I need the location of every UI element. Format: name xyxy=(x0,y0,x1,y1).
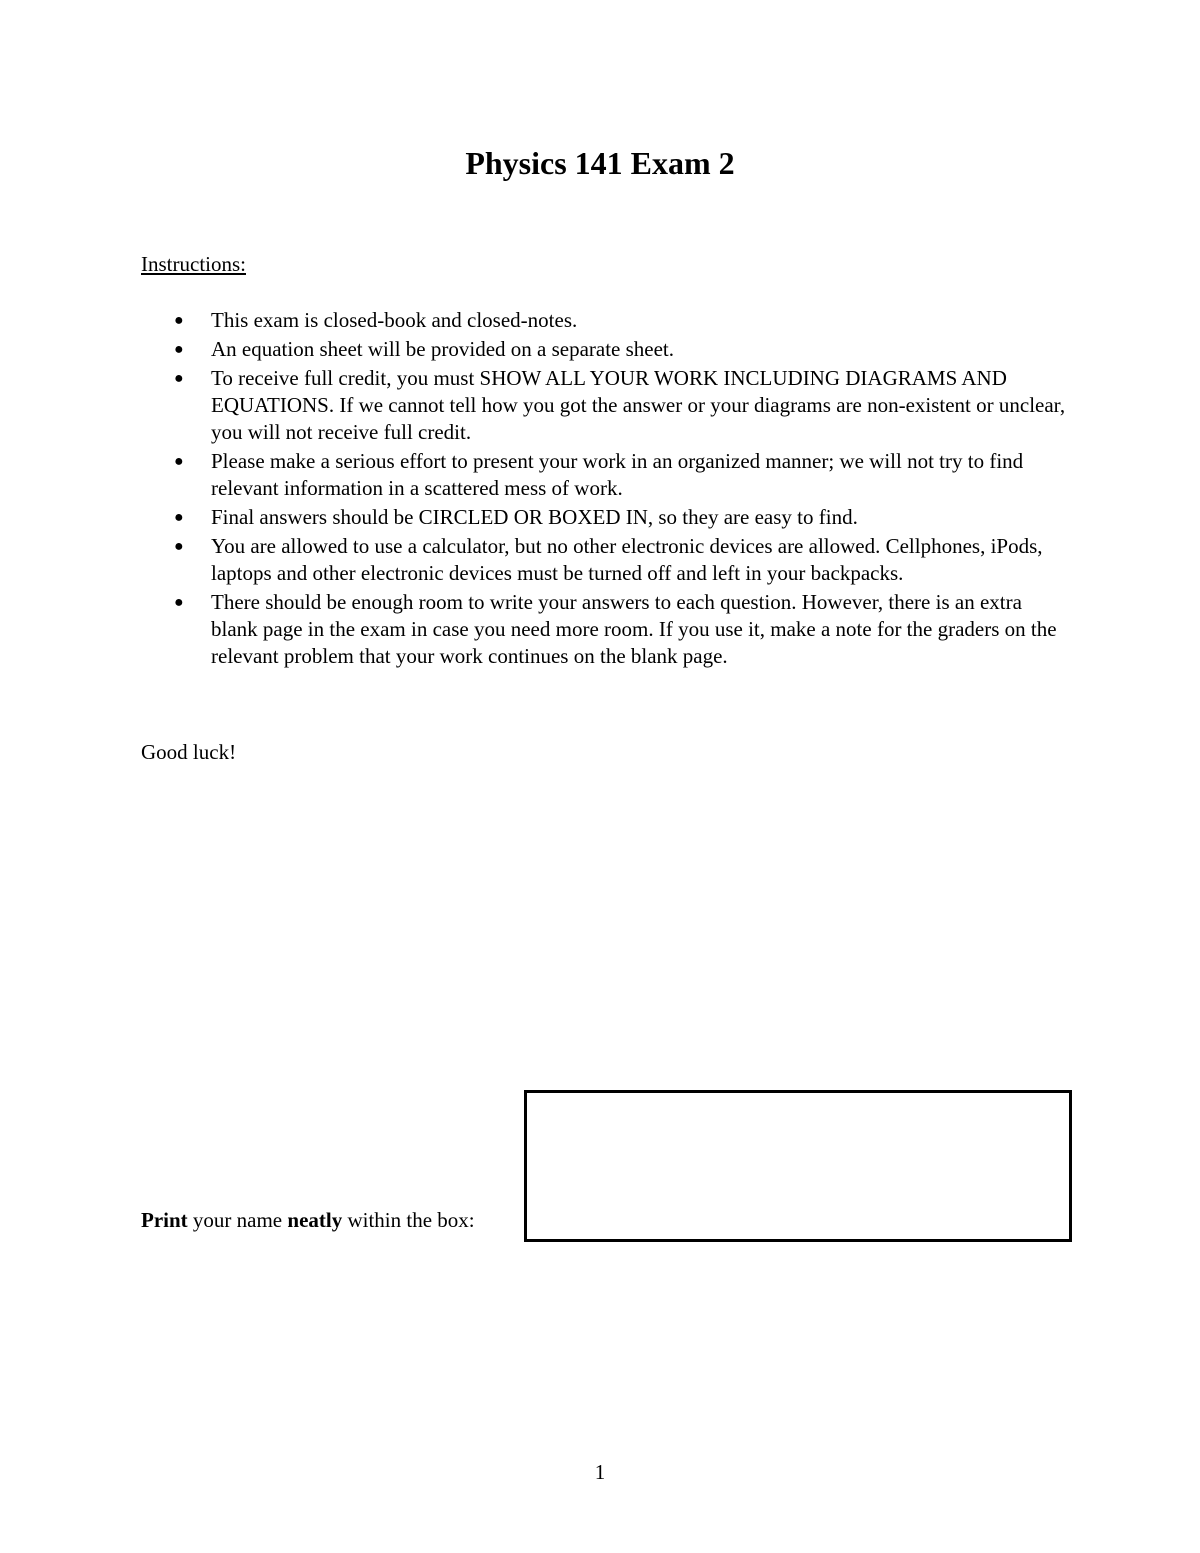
closing-text: Good luck! xyxy=(141,740,237,764)
bullet-icon: ● xyxy=(174,594,184,611)
bullet-icon: ● xyxy=(174,370,184,387)
name-box[interactable] xyxy=(524,1090,1072,1242)
name-prompt xyxy=(141,1207,475,1234)
instruction-text: This exam is closed-book and closed-notes. xyxy=(211,308,578,332)
instruction-text: There should be enough room to write your answers to each question. However, there is an extra blank page in the exam in case you need more room. If you use it, make a note for the graders on the relevant problem that your work continues on the blank page. xyxy=(211,590,1057,668)
bullet-icon: ● xyxy=(174,341,184,358)
name-prompt-bold-neatly: neatly xyxy=(287,1208,343,1232)
instruction-item xyxy=(141,307,1071,334)
instruction-item xyxy=(141,336,1071,363)
instruction-item xyxy=(141,504,1071,531)
page-number: 1 xyxy=(594,1460,606,1484)
page-title: Physics 141 Exam 2 xyxy=(465,145,735,181)
instruction-text: An equation sheet will be provided on a separate sheet. xyxy=(211,337,675,361)
instruction-item xyxy=(141,365,1071,446)
name-prompt-text: your name xyxy=(187,1208,288,1232)
instruction-text: Please make a serious effort to present your work in an organized manner; we will not try to find relevant information in a scattered mess of work. xyxy=(211,449,1024,500)
instruction-text: To receive full credit, you must SHOW ALL YOUR WORK INCLUDING DIAGRAMS AND EQUATIONS. If we cannot tell how you got the answer or your diagrams are non-existent or unclear, you will not receive full credit. xyxy=(211,366,1066,444)
instruction-text: Final answers should be CIRCLED OR BOXED IN, so they are easy to find. xyxy=(211,505,858,529)
bullet-icon: ● xyxy=(174,509,184,526)
bullet-icon: ● xyxy=(174,538,184,555)
instruction-item xyxy=(141,589,1071,670)
instruction-item xyxy=(141,533,1071,587)
name-prompt-text-end: within the box: xyxy=(342,1208,475,1232)
instruction-list xyxy=(141,307,1071,672)
bullet-icon: ● xyxy=(174,453,184,470)
bullet-icon: ● xyxy=(174,312,184,329)
instruction-item xyxy=(141,448,1071,502)
name-prompt-bold-print: Print xyxy=(141,1208,188,1232)
instructions-heading: Instructions: xyxy=(141,252,246,276)
instruction-text: You are allowed to use a calculator, but no other electronic devices are allowed. Cellphones, iPods, laptops and other electronic devices must be turned off and left in your backpacks. xyxy=(211,534,1043,585)
